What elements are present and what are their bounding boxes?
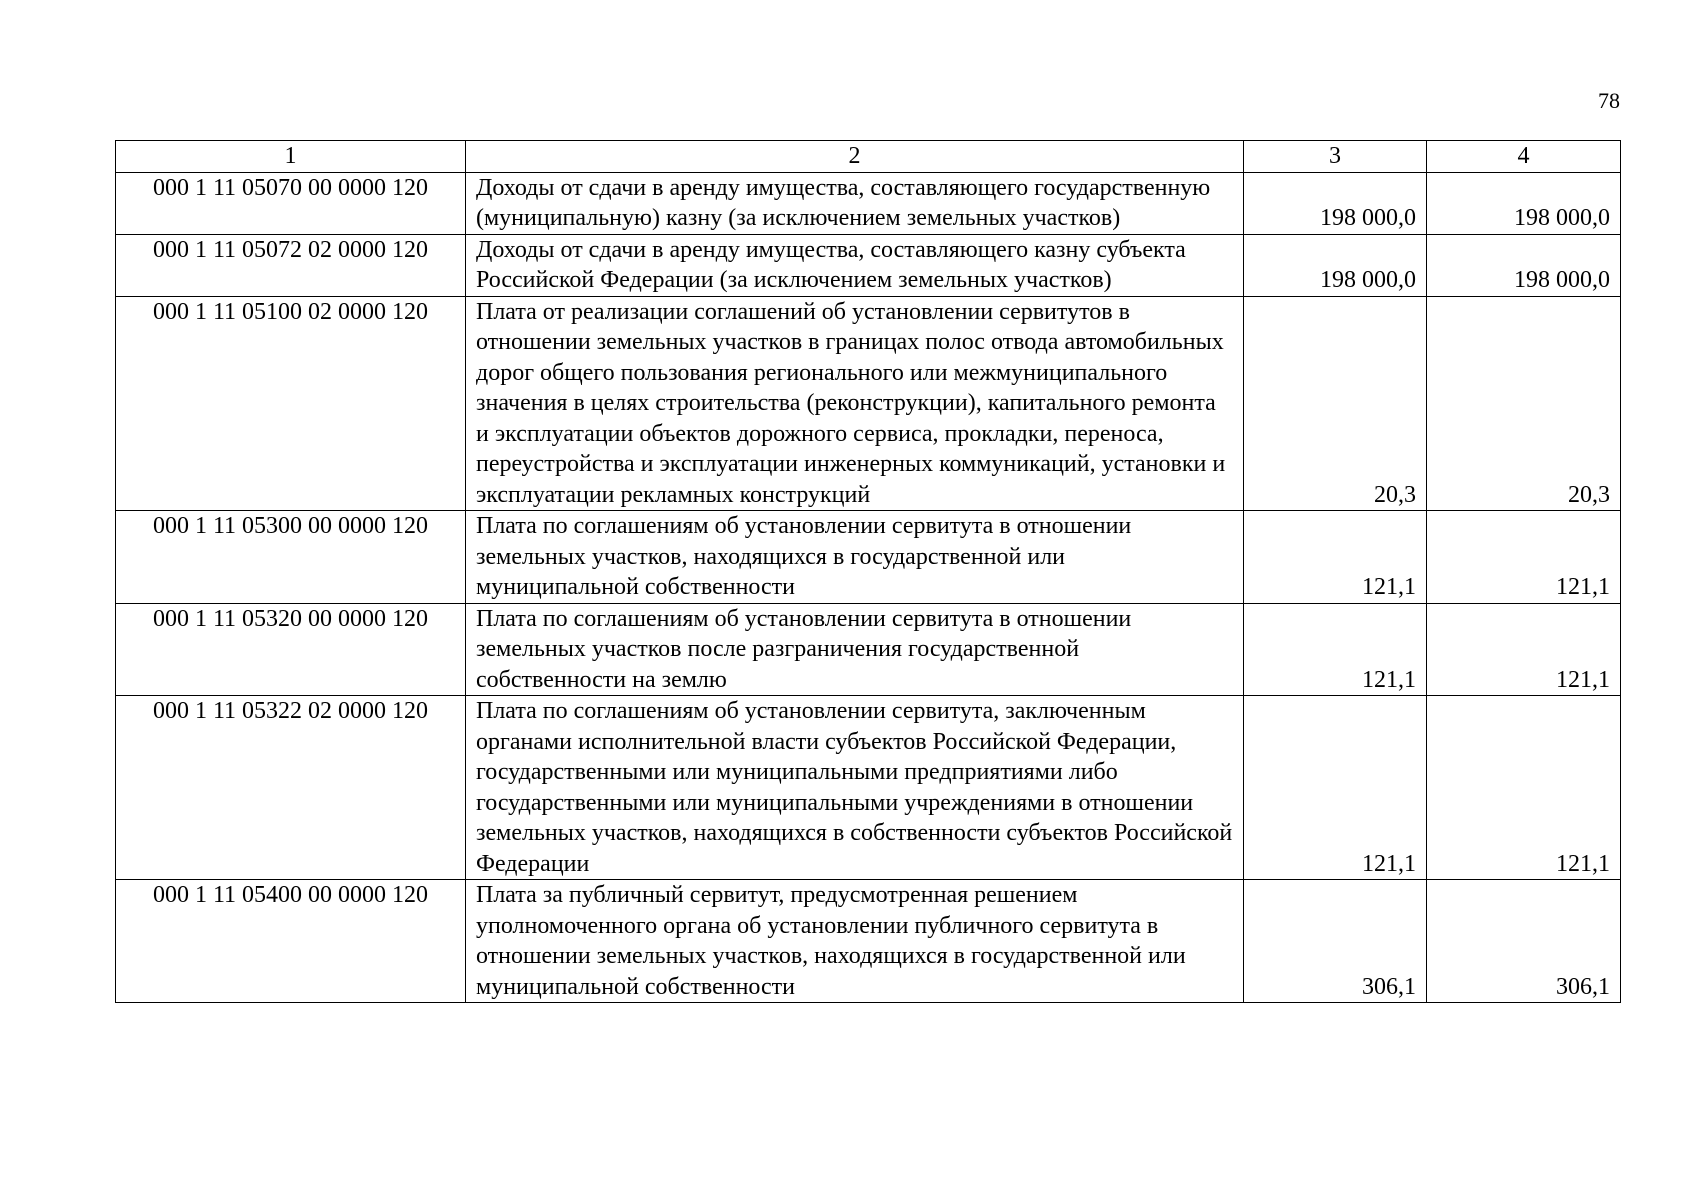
amount-column-3: 198 000,0 [1244, 172, 1427, 234]
amount-column-4: 121,1 [1427, 511, 1621, 604]
budget-code: 000 1 11 05322 02 0000 120 [116, 696, 466, 880]
revenue-description: Доходы от сдачи в аренду имущества, составляющего казну субъекта Российской Федерации (за исключением земельных участков) [466, 234, 1244, 296]
revenue-description: Плата по соглашениям об установлении сервитута в отношении земельных участков, находящихся в государственной или муниципальной собственности [466, 511, 1244, 604]
amount-column-3: 198 000,0 [1244, 234, 1427, 296]
table-row [116, 696, 1621, 880]
table-row [116, 296, 1621, 511]
table-row [116, 234, 1621, 296]
amount-column-4: 20,3 [1427, 296, 1621, 511]
revenue-description: Плата по соглашениям об установлении сервитута, заключенным органами исполнительной власти субъектов Российской Федерации, государственными или муниципальными предприятиями либо государственными или муниципальными учреждениями в отношении земельных участков, находящихся в собственности субъектов Российской Федерации [466, 696, 1244, 880]
column-header-description: 2 [466, 141, 1244, 173]
budget-code: 000 1 11 05072 02 0000 120 [116, 234, 466, 296]
table-header-row [116, 141, 1621, 173]
revenue-description: Плата за публичный сервитут, предусмотренная решением уполномоченного органа об установлении публичного сервитута в отношении земельных участков, находящихся в государственной или муниципальной собственности [466, 880, 1244, 1003]
table-row [116, 603, 1621, 696]
budget-code: 000 1 11 05100 02 0000 120 [116, 296, 466, 511]
revenue-description: Доходы от сдачи в аренду имущества, составляющего государственную (муниципальную) казну (за исключением земельных участков) [466, 172, 1244, 234]
amount-column-4: 121,1 [1427, 696, 1621, 880]
amount-column-3: 20,3 [1244, 296, 1427, 511]
table-row [116, 172, 1621, 234]
amount-column-4: 121,1 [1427, 603, 1621, 696]
budget-code: 000 1 11 05300 00 0000 120 [116, 511, 466, 604]
revenue-description: Плата по соглашениям об установлении сервитута в отношении земельных участков после разграничения государственной собственности на землю [466, 603, 1244, 696]
revenue-description: Плата от реализации соглашений об установлении сервитутов в отношении земельных участков в границах полос отвода автомобильных дорог общего пользования регионального или межмуниципального значения в целях строительства (реконструкции), капитального ремонта и эксплуатации объектов дорожного сервиса, прокладки, переноса, переустройства и эксплуатации инженерных коммуникаций, установки и эксплуатации рекламных конструкций [466, 296, 1244, 511]
amount-column-4: 198 000,0 [1427, 234, 1621, 296]
amount-column-3: 121,1 [1244, 511, 1427, 604]
budget-code: 000 1 11 05070 00 0000 120 [116, 172, 466, 234]
table-row [116, 511, 1621, 604]
column-header-value-3: 3 [1244, 141, 1427, 173]
budget-code: 000 1 11 05400 00 0000 120 [116, 880, 466, 1003]
column-header-code: 1 [116, 141, 466, 173]
page-number: 78 [1598, 88, 1620, 113]
revenue-table [115, 140, 1621, 1003]
amount-column-3: 121,1 [1244, 696, 1427, 880]
amount-column-3: 306,1 [1244, 880, 1427, 1003]
amount-column-4: 198 000,0 [1427, 172, 1621, 234]
table-row [116, 880, 1621, 1003]
amount-column-4: 306,1 [1427, 880, 1621, 1003]
budget-code: 000 1 11 05320 00 0000 120 [116, 603, 466, 696]
column-header-value-4: 4 [1427, 141, 1621, 173]
amount-column-3: 121,1 [1244, 603, 1427, 696]
